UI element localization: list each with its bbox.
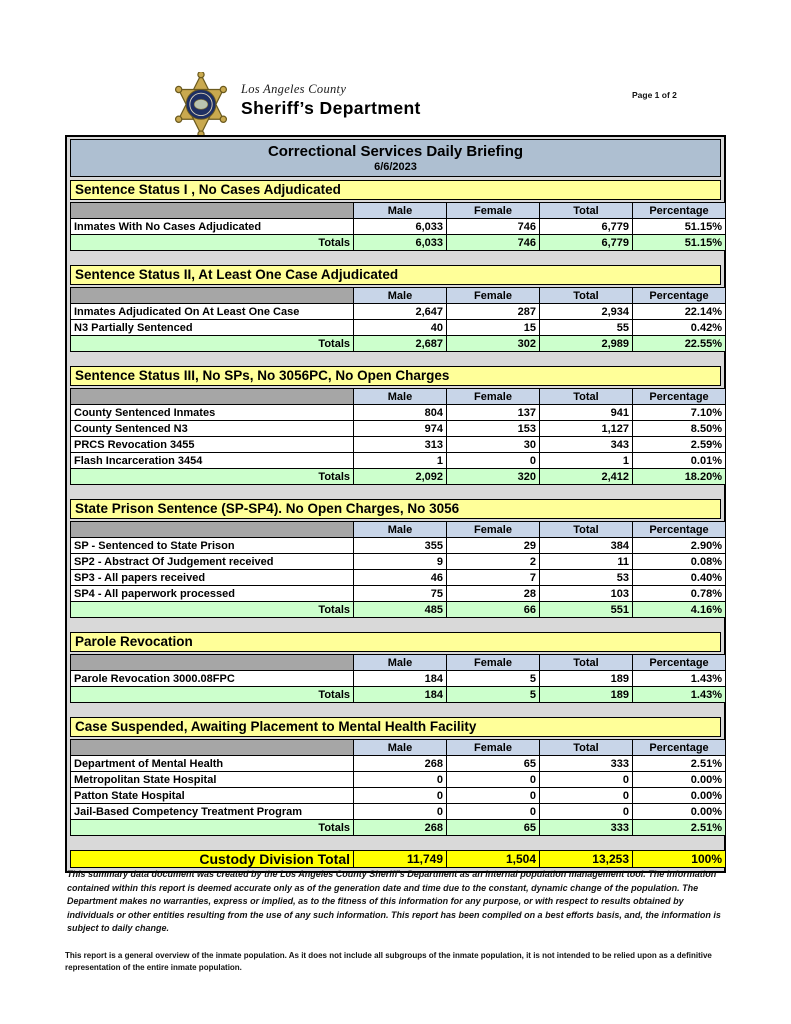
row-label: Department of Mental Health xyxy=(71,756,354,772)
agency-name xyxy=(241,82,421,138)
table-row xyxy=(71,554,726,570)
column-header-row xyxy=(71,655,726,671)
table-row xyxy=(71,405,726,421)
value-cell: 287 xyxy=(447,304,540,320)
column-header-male: Male xyxy=(354,655,447,671)
value-cell: 0.42% xyxy=(633,320,726,336)
report-section xyxy=(70,717,721,836)
table-row xyxy=(71,586,726,602)
column-header-total: Total xyxy=(540,522,633,538)
row-label: Flash Incarceration 3454 xyxy=(71,453,354,469)
row-label: County Sentenced Inmates xyxy=(71,405,354,421)
value-cell: 5 xyxy=(447,671,540,687)
corner-cell xyxy=(71,740,354,756)
value-cell: 0.00% xyxy=(633,772,726,788)
column-header-female: Female xyxy=(447,655,540,671)
column-header-female: Female xyxy=(447,389,540,405)
page-number-label: Page 1 of 2 xyxy=(632,90,677,100)
value-cell: 2,934 xyxy=(540,304,633,320)
totals-row xyxy=(71,336,726,352)
totals-value-cell: 6,779 xyxy=(540,235,633,251)
value-cell: 0.00% xyxy=(633,804,726,820)
row-label: SP4 - All paperwork processed xyxy=(71,586,354,602)
value-cell: 11 xyxy=(540,554,633,570)
column-header-female: Female xyxy=(447,740,540,756)
value-cell: 2.90% xyxy=(633,538,726,554)
column-header-total: Total xyxy=(540,389,633,405)
column-header-percentage: Percentage xyxy=(633,389,726,405)
column-header-female: Female xyxy=(447,288,540,304)
totals-value-cell: 2,092 xyxy=(354,469,447,485)
agency-county-label: Los Angeles County xyxy=(241,82,347,96)
section-heading: Case Suspended, Awaiting Placement to Mental Health Facility xyxy=(70,717,721,737)
totals-value-cell: 320 xyxy=(447,469,540,485)
row-label: SP2 - Abstract Of Judgement received xyxy=(71,554,354,570)
totals-value-cell: 6,033 xyxy=(354,235,447,251)
value-cell: 2,647 xyxy=(354,304,447,320)
column-header-female: Female xyxy=(447,522,540,538)
corner-cell xyxy=(71,655,354,671)
column-header-male: Male xyxy=(354,389,447,405)
value-cell: 355 xyxy=(354,538,447,554)
value-cell: 28 xyxy=(447,586,540,602)
value-cell: 0 xyxy=(447,772,540,788)
report-section xyxy=(70,180,721,251)
totals-value-cell: 66 xyxy=(447,602,540,618)
value-cell: 6,779 xyxy=(540,219,633,235)
corner-cell xyxy=(71,389,354,405)
value-cell: 30 xyxy=(447,437,540,453)
value-cell: 1,127 xyxy=(540,421,633,437)
report-section xyxy=(70,366,721,485)
value-cell: 75 xyxy=(354,586,447,602)
row-label: PRCS Revocation 3455 xyxy=(71,437,354,453)
value-cell: 343 xyxy=(540,437,633,453)
value-cell: 1 xyxy=(540,453,633,469)
row-label: Inmates Adjudicated On At Least One Case xyxy=(71,304,354,320)
value-cell: 65 xyxy=(447,756,540,772)
table-row xyxy=(71,421,726,437)
value-cell: 974 xyxy=(354,421,447,437)
department-logo xyxy=(170,72,421,138)
table-row xyxy=(71,756,726,772)
row-label: N3 Partially Sentenced xyxy=(71,320,354,336)
section-table xyxy=(70,202,726,251)
table-row xyxy=(71,219,726,235)
corner-cell xyxy=(71,288,354,304)
section-table xyxy=(70,521,726,618)
column-header-percentage: Percentage xyxy=(633,740,726,756)
totals-label: Totals xyxy=(71,687,354,703)
value-cell: 268 xyxy=(354,756,447,772)
totals-label: Totals xyxy=(71,469,354,485)
column-header-row xyxy=(71,522,726,538)
sections-container xyxy=(70,180,721,836)
value-cell: 2.59% xyxy=(633,437,726,453)
value-cell: 53 xyxy=(540,570,633,586)
value-cell: 0.78% xyxy=(633,586,726,602)
section-heading: Sentence Status III, No SPs, No 3056PC, No Open Charges xyxy=(70,366,721,386)
totals-label: Totals xyxy=(71,602,354,618)
value-cell: 0 xyxy=(354,772,447,788)
table-row xyxy=(71,304,726,320)
table-row xyxy=(71,788,726,804)
value-cell: 1.43% xyxy=(633,671,726,687)
value-cell: 6,033 xyxy=(354,219,447,235)
column-header-percentage: Percentage xyxy=(633,655,726,671)
totals-value-cell: 1.43% xyxy=(633,687,726,703)
totals-value-cell: 184 xyxy=(354,687,447,703)
section-heading: Sentence Status II, At Least One Case Adjudicated xyxy=(70,265,721,285)
totals-value-cell: 746 xyxy=(447,235,540,251)
summary-disclaimer-text: This summary data document was created by the Los Angeles County Sheriff's Department as an internal population management tool. The information contained within this report is deemed accurate only as of the generation date and time due to the constant, dynamic change of the population. The Department makes no warranties, express or implied, as to the fitness of this information for any purpose, or with respect to results obtained by individuals or other entities resulting from the use of any such information. This report has been compiled on a best efforts basis, and, the information is subject to daily change. xyxy=(67,869,721,933)
table-row xyxy=(71,570,726,586)
totals-value-cell: 5 xyxy=(447,687,540,703)
column-header-male: Male xyxy=(354,740,447,756)
totals-value-cell: 2,989 xyxy=(540,336,633,352)
table-row xyxy=(71,320,726,336)
column-header-male: Male xyxy=(354,522,447,538)
value-cell: 384 xyxy=(540,538,633,554)
column-header-row xyxy=(71,203,726,219)
value-cell: 8.50% xyxy=(633,421,726,437)
value-cell: 0 xyxy=(447,788,540,804)
value-cell: 15 xyxy=(447,320,540,336)
column-header-percentage: Percentage xyxy=(633,522,726,538)
row-label: Patton State Hospital xyxy=(71,788,354,804)
totals-row xyxy=(71,820,726,836)
totals-label: Totals xyxy=(71,336,354,352)
totals-value-cell: 2,412 xyxy=(540,469,633,485)
totals-value-cell: 18.20% xyxy=(633,469,726,485)
section-heading: Sentence Status I , No Cases Adjudicated xyxy=(70,180,721,200)
value-cell: 55 xyxy=(540,320,633,336)
value-cell: 746 xyxy=(447,219,540,235)
table-row xyxy=(71,671,726,687)
totals-row xyxy=(71,602,726,618)
section-heading: State Prison Sentence (SP-SP4). No Open Charges, No 3056 xyxy=(70,499,721,519)
value-cell: 0.00% xyxy=(633,788,726,804)
column-header-total: Total xyxy=(540,740,633,756)
row-label: Inmates With No Cases Adjudicated xyxy=(71,219,354,235)
totals-value-cell: 2,687 xyxy=(354,336,447,352)
column-header-female: Female xyxy=(447,203,540,219)
value-cell: 46 xyxy=(354,570,447,586)
totals-row xyxy=(71,469,726,485)
column-header-male: Male xyxy=(354,203,447,219)
value-cell: 40 xyxy=(354,320,447,336)
value-cell: 0 xyxy=(354,804,447,820)
row-label: SP - Sentenced to State Prison xyxy=(71,538,354,554)
grand-total-male: 11,749 xyxy=(354,851,447,868)
section-heading: Parole Revocation xyxy=(70,632,721,652)
value-cell: 2.51% xyxy=(633,756,726,772)
column-header-male: Male xyxy=(354,288,447,304)
totals-value-cell: 65 xyxy=(447,820,540,836)
report-date: 6/6/2023 xyxy=(374,161,417,173)
totals-label: Totals xyxy=(71,235,354,251)
corner-cell xyxy=(71,522,354,538)
column-header-total: Total xyxy=(540,203,633,219)
totals-value-cell: 51.15% xyxy=(633,235,726,251)
row-label: County Sentenced N3 xyxy=(71,421,354,437)
grand-total-total: 13,253 xyxy=(540,851,633,868)
section-table xyxy=(70,654,726,703)
sheriff-star-icon xyxy=(170,72,232,138)
report-section xyxy=(70,632,721,703)
column-header-row xyxy=(71,389,726,405)
value-cell: 7.10% xyxy=(633,405,726,421)
totals-value-cell: 302 xyxy=(447,336,540,352)
value-cell: 1 xyxy=(354,453,447,469)
corner-cell xyxy=(71,203,354,219)
table-row xyxy=(71,453,726,469)
value-cell: 0 xyxy=(540,804,633,820)
overview-disclaimer-text: This report is a general overview of the inmate population. As it does not include all subgroups of the inmate population, it is not intended to be relied upon as a definitive representation of the entire inmate population. xyxy=(65,951,712,972)
report-section xyxy=(70,499,721,618)
column-header-percentage: Percentage xyxy=(633,288,726,304)
value-cell: 0 xyxy=(540,772,633,788)
column-header-row xyxy=(71,740,726,756)
value-cell: 184 xyxy=(354,671,447,687)
value-cell: 0 xyxy=(540,788,633,804)
section-table xyxy=(70,287,726,352)
grand-total-table xyxy=(70,850,726,868)
value-cell: 9 xyxy=(354,554,447,570)
value-cell: 22.14% xyxy=(633,304,726,320)
row-label: Jail-Based Competency Treatment Program xyxy=(71,804,354,820)
totals-row xyxy=(71,687,726,703)
grand-total-label: Custody Division Total xyxy=(71,851,354,868)
table-row xyxy=(71,772,726,788)
value-cell: 0 xyxy=(447,804,540,820)
agency-department-label: Sheriff’s Department xyxy=(241,98,421,118)
value-cell: 0 xyxy=(447,453,540,469)
value-cell: 941 xyxy=(540,405,633,421)
value-cell: 804 xyxy=(354,405,447,421)
grand-total-percentage: 100% xyxy=(633,851,726,868)
value-cell: 103 xyxy=(540,586,633,602)
table-row xyxy=(71,437,726,453)
value-cell: 189 xyxy=(540,671,633,687)
column-header-percentage: Percentage xyxy=(633,203,726,219)
totals-label: Totals xyxy=(71,820,354,836)
grand-total-row xyxy=(71,851,726,868)
row-label: SP3 - All papers received xyxy=(71,570,354,586)
table-row xyxy=(71,804,726,820)
column-header-total: Total xyxy=(540,655,633,671)
value-cell: 153 xyxy=(447,421,540,437)
totals-value-cell: 22.55% xyxy=(633,336,726,352)
value-cell: 0.40% xyxy=(633,570,726,586)
value-cell: 0 xyxy=(354,788,447,804)
totals-value-cell: 485 xyxy=(354,602,447,618)
totals-value-cell: 333 xyxy=(540,820,633,836)
value-cell: 0.08% xyxy=(633,554,726,570)
table-row xyxy=(71,538,726,554)
column-header-row xyxy=(71,288,726,304)
value-cell: 29 xyxy=(447,538,540,554)
report-title: Correctional Services Daily Briefing xyxy=(267,143,524,160)
value-cell: 7 xyxy=(447,570,540,586)
value-cell: 2 xyxy=(447,554,540,570)
totals-value-cell: 268 xyxy=(354,820,447,836)
report-section xyxy=(70,265,721,352)
report-title-bar xyxy=(70,139,721,177)
totals-value-cell: 189 xyxy=(540,687,633,703)
totals-value-cell: 4.16% xyxy=(633,602,726,618)
row-label: Parole Revocation 3000.08FPC xyxy=(71,671,354,687)
row-label: Metropolitan State Hospital xyxy=(71,772,354,788)
totals-value-cell: 551 xyxy=(540,602,633,618)
section-table xyxy=(70,388,726,485)
value-cell: 313 xyxy=(354,437,447,453)
report-container xyxy=(65,135,726,873)
section-table xyxy=(70,739,726,836)
column-header-total: Total xyxy=(540,288,633,304)
value-cell: 0.01% xyxy=(633,453,726,469)
value-cell: 51.15% xyxy=(633,219,726,235)
grand-total-female: 1,504 xyxy=(447,851,540,868)
totals-value-cell: 2.51% xyxy=(633,820,726,836)
value-cell: 137 xyxy=(447,405,540,421)
value-cell: 333 xyxy=(540,756,633,772)
page-header xyxy=(65,72,726,134)
totals-row xyxy=(71,235,726,251)
